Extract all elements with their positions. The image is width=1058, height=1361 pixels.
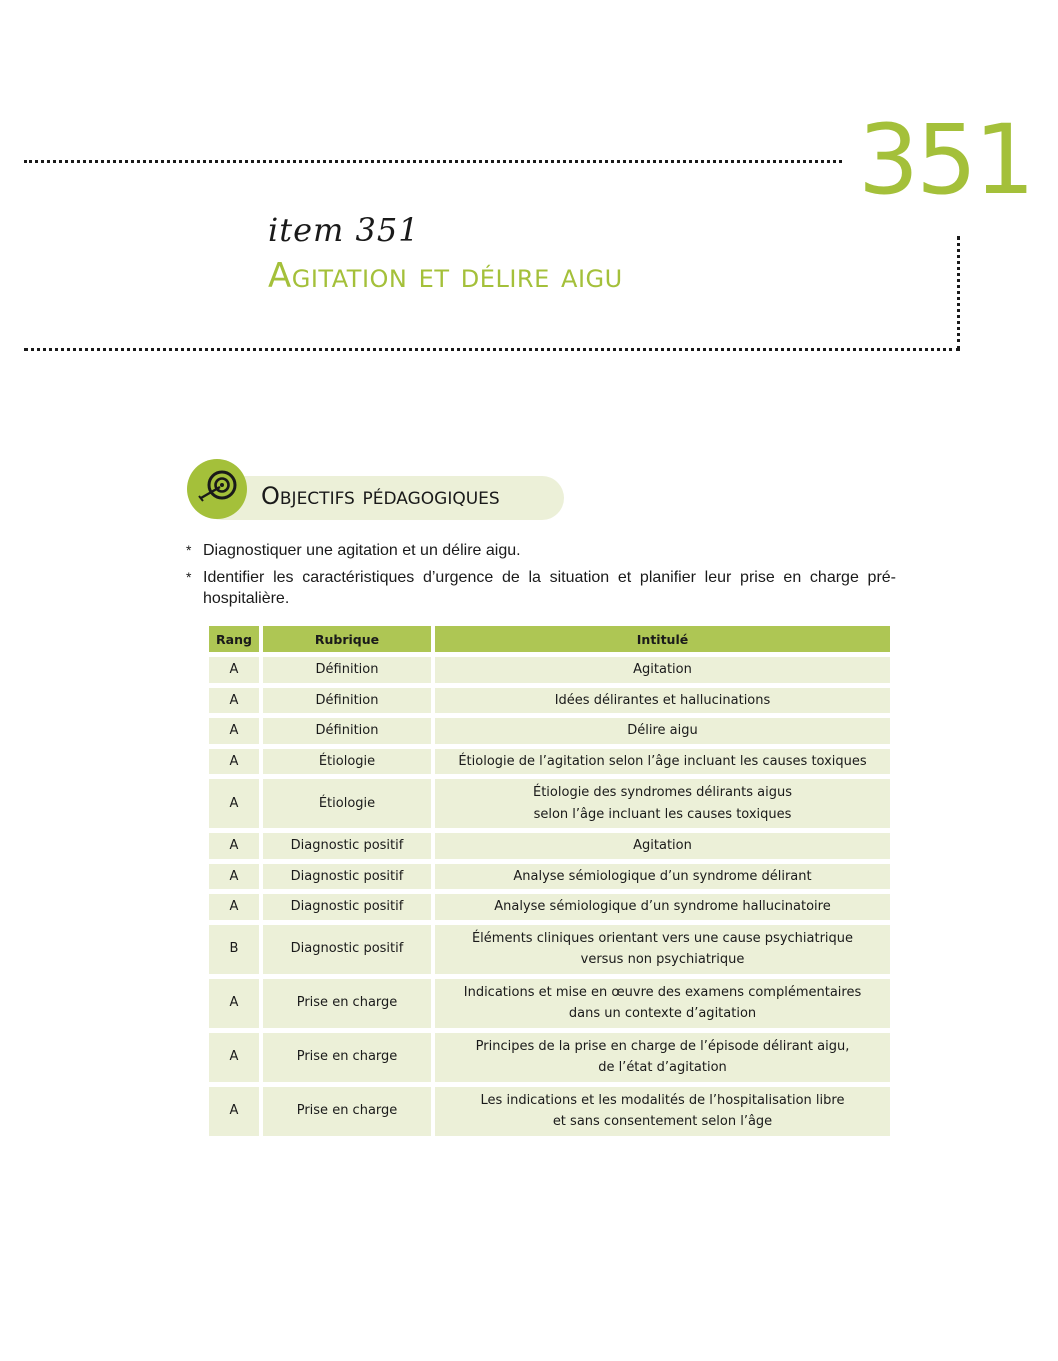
table-row: [209, 925, 890, 974]
cell-rang: A: [209, 979, 259, 1028]
cell-intitule: [435, 894, 890, 920]
table-row: [209, 864, 890, 890]
cell-intitule: [435, 864, 890, 890]
cell-rubrique: Définition: [263, 657, 431, 683]
header-right-dotted-line: [957, 236, 960, 350]
cell-intitule: [435, 779, 890, 828]
cell-intitule-line: de l’état d’agitation: [598, 1060, 727, 1075]
cell-intitule-line: Idées délirantes et hallucinations: [554, 692, 771, 708]
table-row: [209, 833, 890, 859]
cell-intitule: [435, 833, 890, 859]
cell-rang: A: [209, 718, 259, 744]
cell-intitule-line: Analyse sémiologique d’un syndrome hallucinatoire: [494, 899, 831, 914]
cell-rubrique: Diagnostic positif: [263, 894, 431, 920]
table-row: [209, 979, 890, 1028]
cell-rang: A: [209, 833, 259, 859]
cell-rubrique: Diagnostic positif: [263, 833, 431, 859]
cell-intitule: [435, 749, 890, 775]
table-header-row: [209, 626, 890, 652]
objectives-table: [205, 621, 894, 1141]
cell-rang: A: [209, 864, 259, 890]
target-icon: [186, 458, 248, 520]
cell-intitule: [435, 718, 890, 744]
table-row: [209, 688, 890, 714]
cell-intitule: [435, 979, 890, 1028]
cell-rubrique: Étiologie: [263, 779, 431, 828]
cell-intitule-line: Agitation: [633, 662, 692, 677]
table-row: [209, 779, 890, 828]
cell-rang: A: [209, 1087, 259, 1136]
cell-rang: A: [209, 1033, 259, 1082]
table-row: [209, 749, 890, 775]
cell-intitule-line: Agitation: [633, 838, 692, 853]
item-number: 351: [858, 104, 1033, 216]
cell-intitule-line: selon l’âge incluant les causes toxiques: [533, 806, 792, 822]
cell-rang: A: [209, 894, 259, 920]
item-title: Agitation et délire aigu: [268, 256, 623, 296]
cell-rang: A: [209, 779, 259, 828]
cell-intitule-line: et sans consentement selon l’âge: [552, 1114, 773, 1129]
cell-rubrique: Définition: [263, 688, 431, 714]
cell-intitule: [435, 1033, 890, 1082]
objective-item: [186, 540, 896, 561]
objective-item: [186, 567, 896, 609]
cell-intitule-line: Éléments cliniques orientant vers une cause psychiatrique: [471, 930, 854, 946]
cell-intitule: [435, 1087, 890, 1136]
header-bottom-dotted-line: [24, 348, 960, 351]
cell-rubrique: Étiologie: [263, 749, 431, 775]
cell-rubrique: Prise en charge: [263, 1033, 431, 1082]
cell-intitule: [435, 688, 890, 714]
cell-rang: A: [209, 749, 259, 775]
cell-intitule-line: Les indications et les modalités de l’hospitalisation libre: [480, 1092, 845, 1108]
table-row: [209, 1033, 890, 1082]
cell-rubrique: Définition: [263, 718, 431, 744]
cell-intitule: [435, 657, 890, 683]
header-top-dotted-line: [24, 160, 842, 163]
column-header-rubrique: Rubrique: [263, 626, 431, 652]
column-header-intitule: Intitulé: [435, 626, 890, 652]
cell-rubrique: Prise en charge: [263, 979, 431, 1028]
objective-text: Diagnostiquer une agitation et un délire aigu.: [203, 542, 521, 559]
bullet-star-icon: *: [186, 569, 192, 585]
table-row: [209, 718, 890, 744]
cell-intitule-line: versus non psychiatrique: [580, 952, 745, 967]
cell-intitule-line: Analyse sémiologique d’un syndrome délirant: [513, 868, 812, 884]
objectives-heading: Objectifs pédagogiques: [261, 482, 500, 510]
table-row: [209, 1087, 890, 1136]
column-header-rang: Rang: [209, 626, 259, 652]
bullet-star-icon: *: [186, 542, 192, 558]
objective-text: Identifier les caractéristiques d’urgence de la situation et planifier leur prise en charge pré-hospitalière.: [203, 569, 896, 607]
cell-rubrique: Diagnostic positif: [263, 864, 431, 890]
cell-intitule-line: Étiologie de l’agitation selon l’âge incluant les causes toxiques: [458, 753, 867, 769]
cell-intitule-line: Indications et mise en œuvre des examens complémentaires: [463, 984, 862, 1000]
cell-rubrique: Diagnostic positif: [263, 925, 431, 974]
table-row: [209, 894, 890, 920]
cell-rang: A: [209, 688, 259, 714]
cell-intitule-line: dans un contexte d’agitation: [568, 1006, 757, 1021]
table-row: [209, 657, 890, 683]
objectives-list: [186, 540, 896, 615]
cell-intitule-line: Étiologie des syndromes délirants aigus: [533, 785, 792, 800]
item-label: item 351: [268, 211, 420, 249]
cell-rang: B: [209, 925, 259, 974]
cell-intitule-line: Principes de la prise en charge de l’épisode délirant aigu,: [475, 1038, 850, 1054]
cell-intitule: [435, 925, 890, 974]
cell-rubrique: Prise en charge: [263, 1087, 431, 1136]
cell-intitule-line: Délire aigu: [627, 723, 698, 738]
cell-rang: A: [209, 657, 259, 683]
table-body: [209, 657, 890, 1136]
